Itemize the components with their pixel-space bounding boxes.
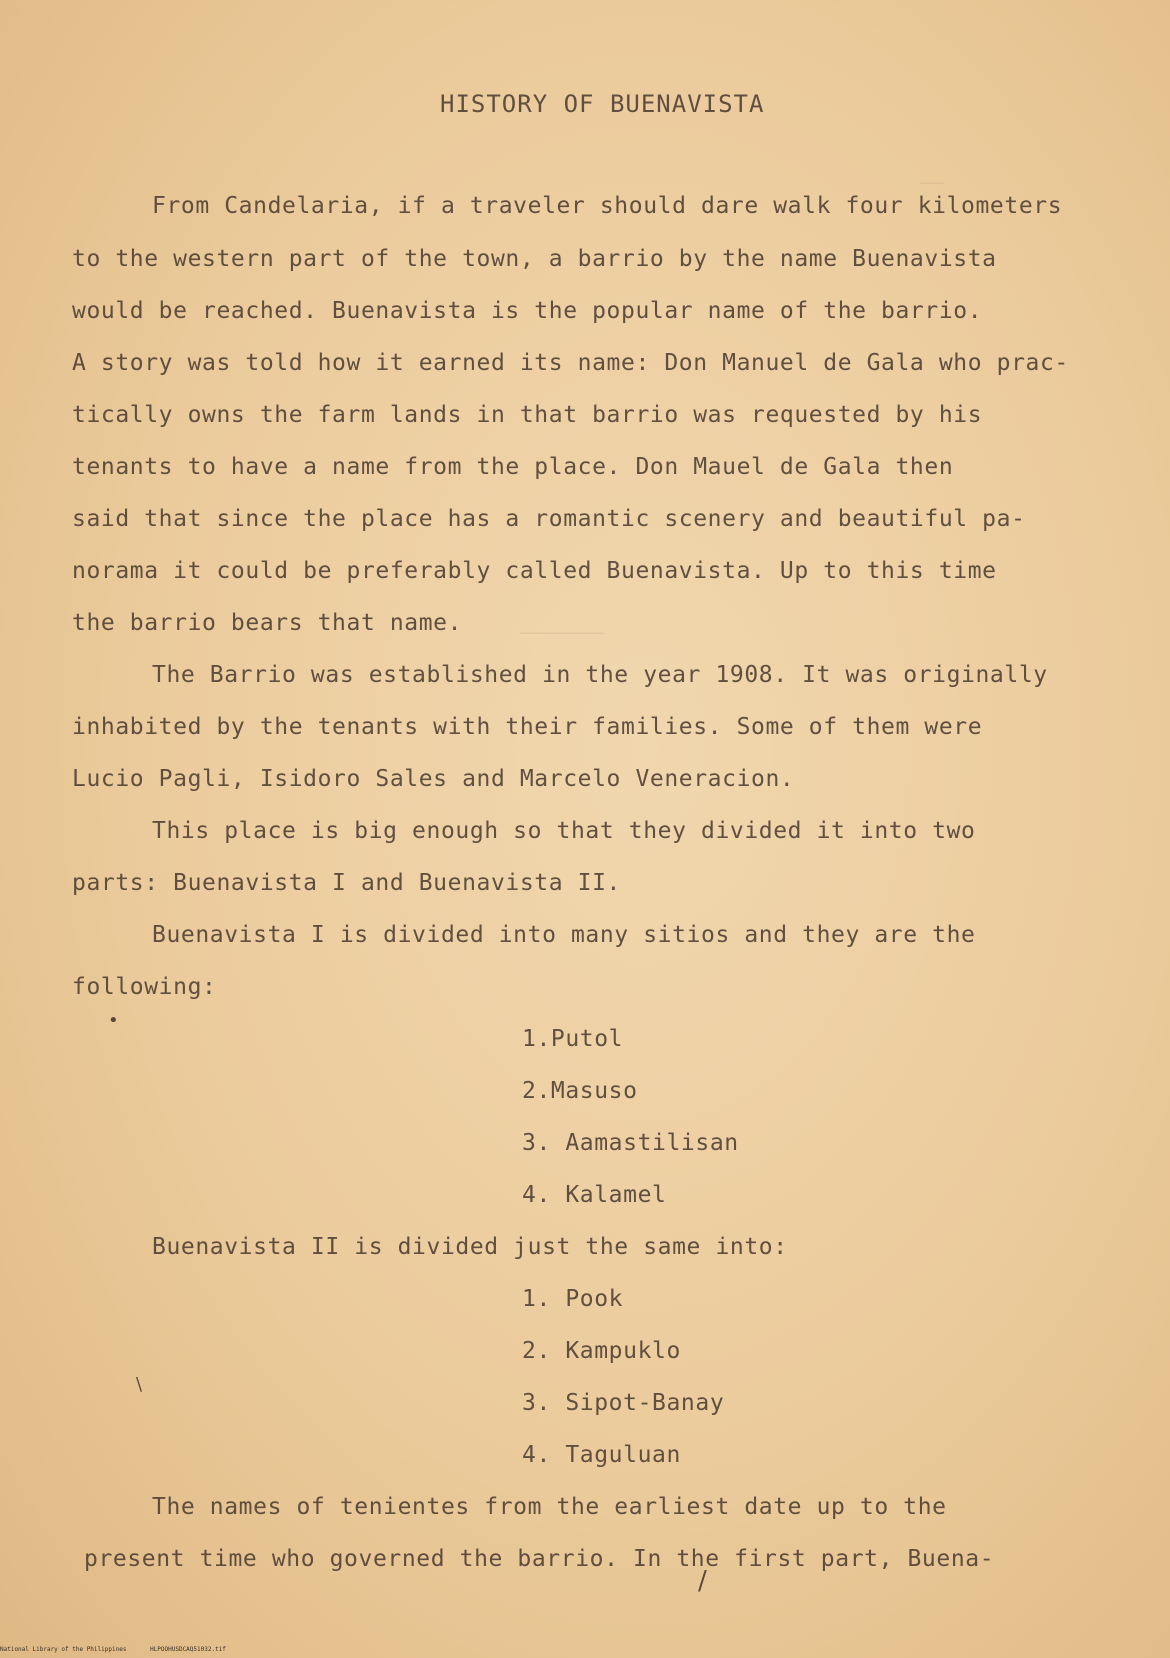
- text-line: From Candelaria, if a traveler should dare walk four kilometers: [152, 193, 1063, 219]
- text-line: the barrio bears that name.: [72, 610, 463, 636]
- list-item: 4. Kalamel: [522, 1182, 667, 1208]
- list-item: 3. Aamastilisan: [522, 1130, 739, 1156]
- list-item: 1.Putol: [522, 1026, 624, 1052]
- text-line: Lucio Pagli, Isidoro Sales and Marcelo Veneracion.: [72, 766, 795, 792]
- list-item: 2. Kampuklo: [522, 1338, 681, 1364]
- scan-footer: [0, 1646, 246, 1653]
- text-line: following:: [72, 974, 217, 1000]
- text-line: said that since the place has a romantic scenery and beautiful pa-: [72, 506, 1026, 532]
- list-item: 1. Pook: [522, 1286, 624, 1312]
- ink-spot: •: [108, 1010, 119, 1031]
- bleed-through: ———————: [520, 620, 605, 644]
- pencil-mark: \: [136, 1374, 143, 1395]
- list-item: 3. Sipot-Banay: [522, 1390, 725, 1416]
- text-line: parts: Buenavista I and Buenavista II.: [72, 870, 621, 896]
- text-line: This place is big enough so that they divided it into two: [152, 818, 976, 844]
- list-item: 4. Taguluan: [522, 1442, 681, 1468]
- page-title: HISTORY OF BUENAVISTA: [440, 90, 765, 118]
- library-label: National Library of the Philippines: [0, 1646, 127, 1653]
- text-line: Buenavista II is divided just the same into:: [152, 1234, 788, 1260]
- file-name: HLPOOHUSDCAQ51032.tif: [150, 1646, 226, 1653]
- text-line: Buenavista I is divided into many sitios and they are the: [152, 922, 976, 948]
- text-line: The names of tenientes from the earliest date up to the: [152, 1494, 947, 1520]
- list-item: 2.Masuso: [522, 1078, 638, 1104]
- text-line: tically owns the farm lands in that barrio was requested by his: [72, 402, 983, 428]
- text-line: to the western part of the town, a barrio by the name Buenavista: [72, 246, 997, 272]
- bleed-through: ——: [920, 170, 945, 194]
- handwritten-mark: /: [698, 1566, 707, 1596]
- text-line: tenants to have a name from the place. Don Mauel de Gala then: [72, 454, 954, 480]
- text-line: A story was told how it earned its name: Don Manuel de Gala who prac-: [72, 350, 1069, 376]
- text-line: present time who governed the barrio. In the first part, Buena-: [84, 1546, 995, 1572]
- text-line: The Barrio was established in the year 1908. It was originally: [152, 662, 1048, 688]
- text-line: inhabited by the tenants with their families. Some of them were: [72, 714, 983, 740]
- text-line: norama it could be preferably called Buenavista. Up to this time: [72, 558, 997, 584]
- text-line: would be reached. Buenavista is the popular name of the barrio.: [72, 298, 983, 324]
